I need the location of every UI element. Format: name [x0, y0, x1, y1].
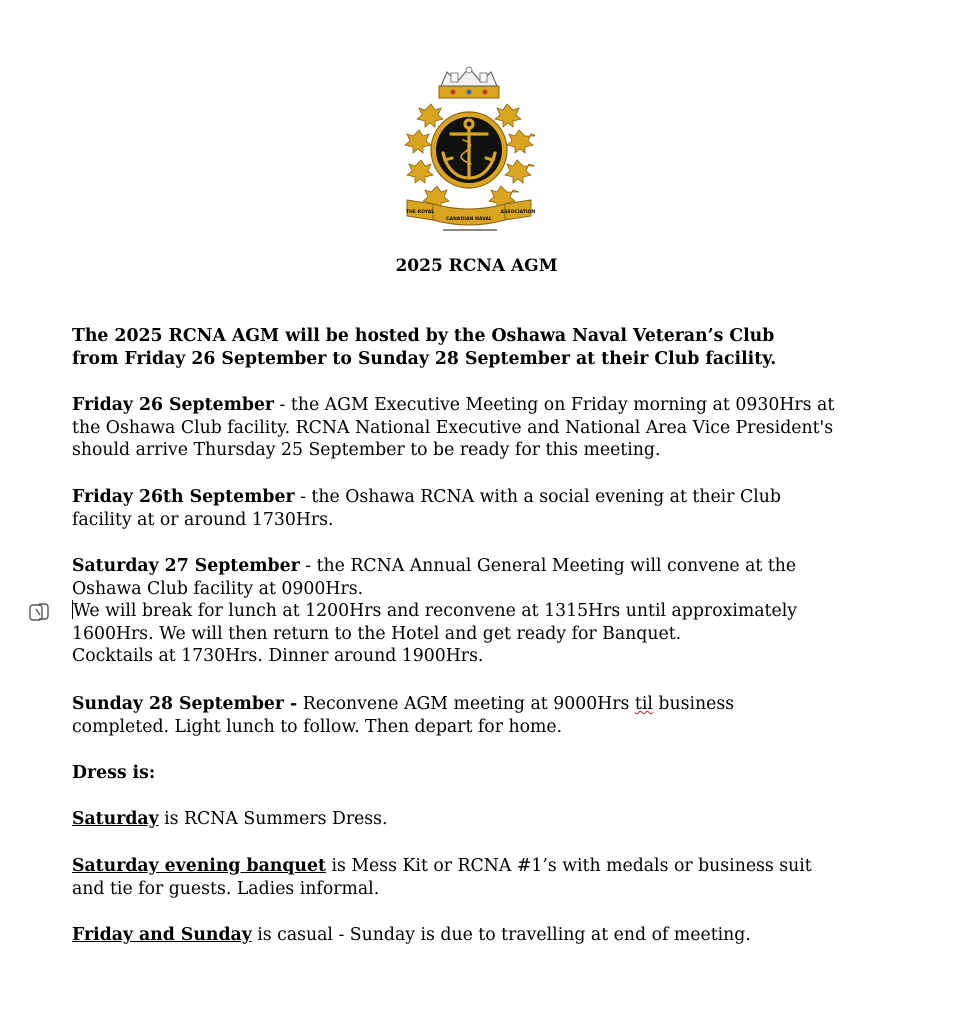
sunday-line-1c: business — [652, 694, 735, 714]
friday-social-line-1: - the Oshawa RCNA with a social evening at their Club — [294, 487, 781, 507]
dress-heading: Dress is: — [72, 763, 156, 783]
ribbon-center-text: CANADIAN NAVAL — [446, 217, 492, 222]
saturday-heading: Saturday 27 September — [72, 556, 300, 576]
dress-banquet-paragraph — [72, 855, 912, 900]
ribbon-right-text: ASSOCIATION — [500, 210, 535, 215]
dress-saturday-text: is RCNA Summers Dress. — [158, 809, 388, 829]
rcna-badge-logo — [403, 64, 535, 234]
dress-heading-paragraph — [72, 762, 912, 785]
spelling-error-word[interactable]: til — [634, 694, 653, 714]
friday-social-line-2: facility at or around 1730Hrs. — [72, 509, 334, 530]
saturday-line-1: - the RCNA Annual General Meeting will convene at the — [299, 556, 797, 576]
dress-banquet-line-2: and tie for guests. Ladies informal. — [72, 878, 380, 899]
dress-casual-paragraph — [72, 924, 912, 947]
saturday-line-2: Oshawa Club facility at 0900Hrs. — [72, 578, 364, 599]
sunday-paragraph — [72, 693, 912, 738]
friday-exec-line-1: - the AGM Executive Meeting on Friday morning at 0930Hrs at — [274, 395, 835, 415]
dress-banquet-line-1: is Mess Kit or RCNA #1’s with medals or business suit — [325, 856, 812, 876]
intro-line-1: The 2025 RCNA AGM will be hosted by the Oshawa Naval Veteran’s Club — [72, 326, 775, 346]
ribbon-left-text: THE ROYAL — [405, 210, 435, 215]
saturday-line-4: 1600Hrs. We will then return to the Hotel and get ready for Banquet. — [72, 623, 682, 644]
dress-saturday-paragraph — [72, 808, 912, 831]
friday-executive-paragraph — [72, 394, 912, 462]
copilot-icon[interactable] — [26, 601, 52, 623]
naval-crown-icon — [439, 67, 499, 98]
sunday-heading: Sunday 28 September - — [72, 694, 298, 714]
saturday-line-5: Cocktails at 1730Hrs. Dinner around 1900Hrs. — [72, 646, 484, 667]
document-title: 2025 RCNA AGM — [395, 256, 558, 276]
dress-casual-label: Friday and Sunday — [72, 925, 252, 945]
sunday-line-2: completed. Light lunch to follow. Then depart for home. — [72, 716, 563, 737]
association-ribbon — [406, 200, 535, 230]
intro-line-2: from Friday 26 September to Sunday 28 September at their Club facility. — [72, 348, 777, 369]
saturday-paragraph — [72, 555, 912, 668]
sunday-line-1a: Reconvene AGM meeting at 9000Hrs — [297, 694, 635, 714]
friday-exec-heading: Friday 26 September — [72, 395, 275, 415]
dress-banquet-label: Saturday evening banquet — [72, 856, 326, 876]
dress-saturday-label: Saturday — [72, 809, 159, 829]
friday-exec-line-2: the Oshawa Club facility. RCNA National Executive and National Area Vice President's — [72, 417, 834, 438]
saturday-line-3[interactable]: We will break for lunch at 1200Hrs and reconvene at 1315Hrs until approximately — [73, 601, 798, 622]
intro-paragraph — [72, 325, 912, 370]
dress-casual-text: is casual - Sunday is due to travelling at end of meeting. — [251, 925, 751, 945]
friday-social-paragraph — [72, 486, 912, 531]
friday-social-heading: Friday 26th September — [72, 487, 295, 507]
friday-exec-line-3: should arrive Thursday 25 September to be ready for this meeting. — [72, 440, 661, 461]
